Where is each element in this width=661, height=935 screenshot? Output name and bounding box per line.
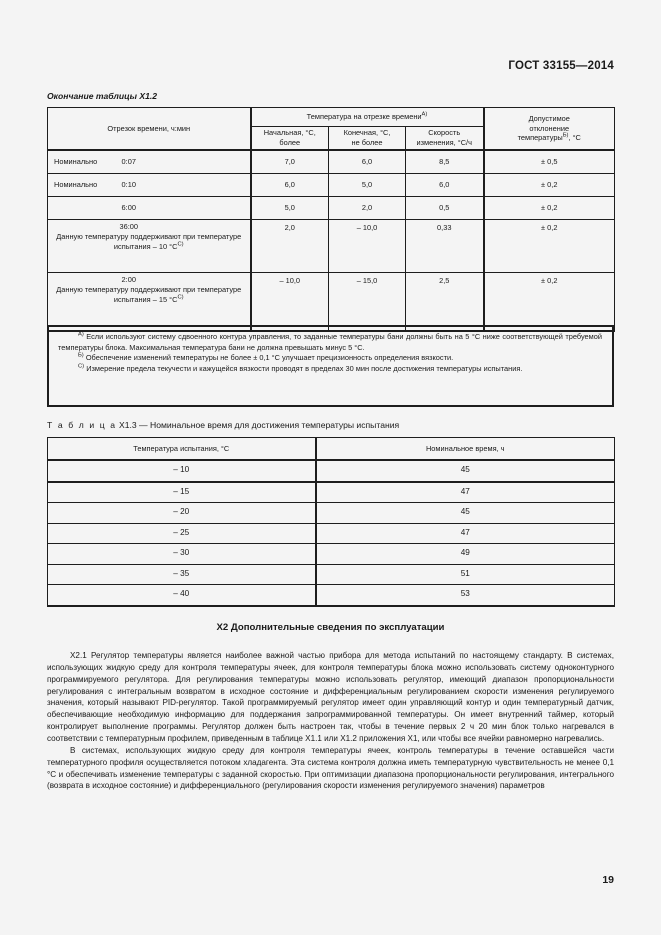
nominal-label: Номинально xyxy=(54,156,98,166)
footnote-marker-b: Б) xyxy=(78,352,84,359)
table-1-footnotes xyxy=(47,325,614,407)
table-1-cell-initial: 5,0 xyxy=(251,197,329,220)
time-value: 2:00 xyxy=(121,275,136,284)
table-row xyxy=(48,108,615,127)
footnote-ref-c: С) xyxy=(177,294,184,301)
table-1-head xyxy=(48,108,615,151)
final-line-1: Конечная, °С, xyxy=(343,128,391,138)
table-row xyxy=(48,273,615,332)
table-1-cell-deviation: ± 0,2 xyxy=(484,174,615,197)
table-2-head xyxy=(48,438,615,461)
dev-line-4: , °С xyxy=(568,133,581,143)
table-1-cell-time xyxy=(48,174,251,197)
time-value: 0:07 xyxy=(121,156,136,166)
table-2-cell-time: 51 xyxy=(316,564,615,585)
table-1-cell-deviation: ± 0,2 xyxy=(484,197,615,220)
dev-line-3: температуры xyxy=(517,133,563,143)
table-1-cell-time xyxy=(48,150,251,174)
time-note: Данную температуру поддерживают при температуре испытания – 15 °С$^{С)}$ xyxy=(56,284,242,304)
table-1-cell-time xyxy=(48,220,251,273)
table-2-cell-time: 45 xyxy=(316,503,615,524)
table-1-cell-rate: 6,0 xyxy=(406,174,484,197)
rate-line-2: изменения, °С/ч xyxy=(416,138,472,147)
time-note: Данную температуру поддерживают при температуре испытания – 10 °С$^{С)}$ xyxy=(56,231,242,251)
table-2-cell-time: 53 xyxy=(316,585,615,606)
paragraph: Х2.1 Регулятор температуры является наиболее важной частью прибора для метода испытаний по настоящему стандарту. В системах, использующих жидкую среду для контроля температуры ячеек, для контроля температуры блока можно использовать систему одноконтурного программируемого регулятора. Для регулирования температуры можно использовать регулятор, имеющий диапазон пропорциональности регулирования с интегральным возвратом в исходное состояние и дифференциальным регулированием скорости изменения регулируемого значения, который называют PID-регулятор. Такой программируемый регулятор имеет один управляющий контур и один температурный датчик, обеспечивающие необходимую информацию для поддержания запрограммированной температуры. Он имеет внутренний таймер, который контролирует выполнение программы. Регулятор должен быть настроен так, чтобы в течение первых 2 ч 20 мин блок только нагревался в соответствии с температурным профилем, приведенным в таблице Х1.1 или Х1.2 приложения Х1, или чтобы все ячейки равномерно нагревались. xyxy=(47,651,614,744)
table-row xyxy=(48,564,615,585)
standard-header: ГОСТ 33155—2014 xyxy=(508,60,614,72)
table-1-col-deviation-header xyxy=(484,108,615,151)
table-1-cell-rate: 2,5 xyxy=(406,273,484,332)
table-2-cell-time: 47 xyxy=(316,523,615,544)
table-row xyxy=(48,523,615,544)
initial-line-2: более xyxy=(279,138,301,147)
table-1-cell-final: 2,0 xyxy=(329,197,406,220)
table-1-col-rate-header xyxy=(406,127,484,151)
table-1-cell-deviation: ± 0,5 xyxy=(484,150,615,174)
table-2-caption-text: Х1.3 — Номинальное время для достижения температуры испытания xyxy=(118,420,400,430)
table-2-cell-temperature: – 20 xyxy=(48,503,316,524)
table-row xyxy=(48,585,615,606)
table-1-cell-rate: 0,5 xyxy=(406,197,484,220)
time-value: 36:00 xyxy=(119,222,138,231)
table-1-cell-final: – 15,0 xyxy=(329,273,406,332)
table-2-col-time-header: Номинальное время, ч xyxy=(316,438,615,461)
dev-line-1: Допустимое xyxy=(528,113,570,123)
final-line-2: не более xyxy=(351,138,383,147)
table-1-cell-final: 6,0 xyxy=(329,150,406,174)
table-1-cell-initial: – 10,0 xyxy=(251,273,329,332)
footnote-ref-b: Б) xyxy=(562,132,569,139)
table-row xyxy=(48,438,615,461)
table-row xyxy=(48,503,615,524)
nominal-label: Номинально xyxy=(54,179,98,189)
table-1-cell-initial: 2,0 xyxy=(251,220,329,273)
table-1-caption: Окончание таблицы Х1.2 xyxy=(47,91,158,101)
table-2-caption xyxy=(47,420,399,430)
table-1-col-time-header: Отрезок времени, ч:мин xyxy=(107,123,191,133)
dev-line-2: отклонение xyxy=(529,123,570,133)
footnote-ref-a: А) xyxy=(421,111,428,118)
table-1 xyxy=(47,107,615,332)
footnote-c-text: Измерение предела текучести и кажущейся вязкости проводят в пределах 30 мин после достижения температуры испытания. xyxy=(86,363,523,373)
table-1-cell-time xyxy=(48,197,251,220)
group-temp-label: Температура на отрезке времени xyxy=(306,112,422,122)
table-row xyxy=(48,174,615,197)
table-row xyxy=(48,544,615,565)
table-1-body xyxy=(48,150,615,331)
table-row xyxy=(48,460,615,482)
table-1-cell-deviation: ± 0,2 xyxy=(484,220,615,273)
table-2-cell-temperature: – 10 xyxy=(48,460,316,482)
table-2-caption-prefix: Т а б л и ц а xyxy=(47,420,117,430)
table-2-cell-temperature: – 40 xyxy=(48,585,316,606)
page-number: 19 xyxy=(602,874,614,886)
table-row xyxy=(48,482,615,503)
table-1-cell-time xyxy=(48,273,251,332)
rate-line-1: Скорость xyxy=(428,128,461,138)
table-2-cell-temperature: – 30 xyxy=(48,544,316,565)
table-2-cell-time: 45 xyxy=(316,460,615,482)
table-1-col-final-header xyxy=(329,127,406,151)
table-2-cell-time: 49 xyxy=(316,544,615,565)
table-1-cell-rate: 0,33 xyxy=(406,220,484,273)
footnote-a-text: Если используют систему сдвоенного контура управления, то заданные температуры бани должны быть на 5 °С ниже соответствующей требуемой температуры блока. Максимальная температура бани не должна превышать минус 5 °С. xyxy=(58,332,602,352)
footnote-a xyxy=(58,332,602,353)
table-2-body xyxy=(48,460,615,606)
footnote-b-text: Обеспечение изменений температуры не более ± 0,1 °С улучшает прецизионность определения вязкости. xyxy=(85,353,454,363)
table-1-group-temp-header xyxy=(251,108,484,127)
table-1-cell-final: 5,0 xyxy=(329,174,406,197)
table-1-cell-initial: 6,0 xyxy=(251,174,329,197)
table-2-cell-time: 47 xyxy=(316,482,615,503)
initial-line-1: Начальная, °С, xyxy=(263,128,316,138)
table-row xyxy=(48,197,615,220)
table-1-cell-initial: 7,0 xyxy=(251,150,329,174)
section-title: Х2 Дополнительные сведения по эксплуатации xyxy=(216,622,445,633)
paragraph: В системах, использующих жидкую среду для контроля температуры ячеек, контроль температуры в течение оставшейся части температурного профиля осуществляется потоком хладагента. Эта система контроля должна иметь температурную чувствительность не менее 0,1 °С и обеспечивать изменение температуры с заданной скоростью. При оптимизации диапазона пропорциональности регулирования, интегрального (возврата в исходное состояние) и дифференциального (регулирования скорости изменения регулируемого значения) параметров xyxy=(47,745,614,791)
footnote-b xyxy=(58,353,602,364)
table-1-col-initial-header xyxy=(251,127,329,151)
table-1-cell-deviation: ± 0,2 xyxy=(484,273,615,332)
table-row xyxy=(48,150,615,174)
table-2-cell-temperature: – 25 xyxy=(48,523,316,544)
footnote-marker-c: С) xyxy=(78,363,85,370)
footnote-ref-c: С) xyxy=(177,241,184,248)
footnote-c xyxy=(58,364,602,375)
time-value: 0:10 xyxy=(121,179,136,189)
table-1-cell-final: – 10,0 xyxy=(329,220,406,273)
table-2-cell-temperature: – 15 xyxy=(48,482,316,503)
table-2 xyxy=(47,437,615,607)
section-body xyxy=(47,650,614,792)
table-row xyxy=(48,220,615,273)
table-2-cell-temperature: – 35 xyxy=(48,564,316,585)
footnote-marker-a: А) xyxy=(78,331,84,338)
table-1-cell-rate: 8,5 xyxy=(406,150,484,174)
time-value: 6:00 xyxy=(121,202,136,212)
table-2-col-temperature-header: Температура испытания, °С xyxy=(48,438,316,461)
